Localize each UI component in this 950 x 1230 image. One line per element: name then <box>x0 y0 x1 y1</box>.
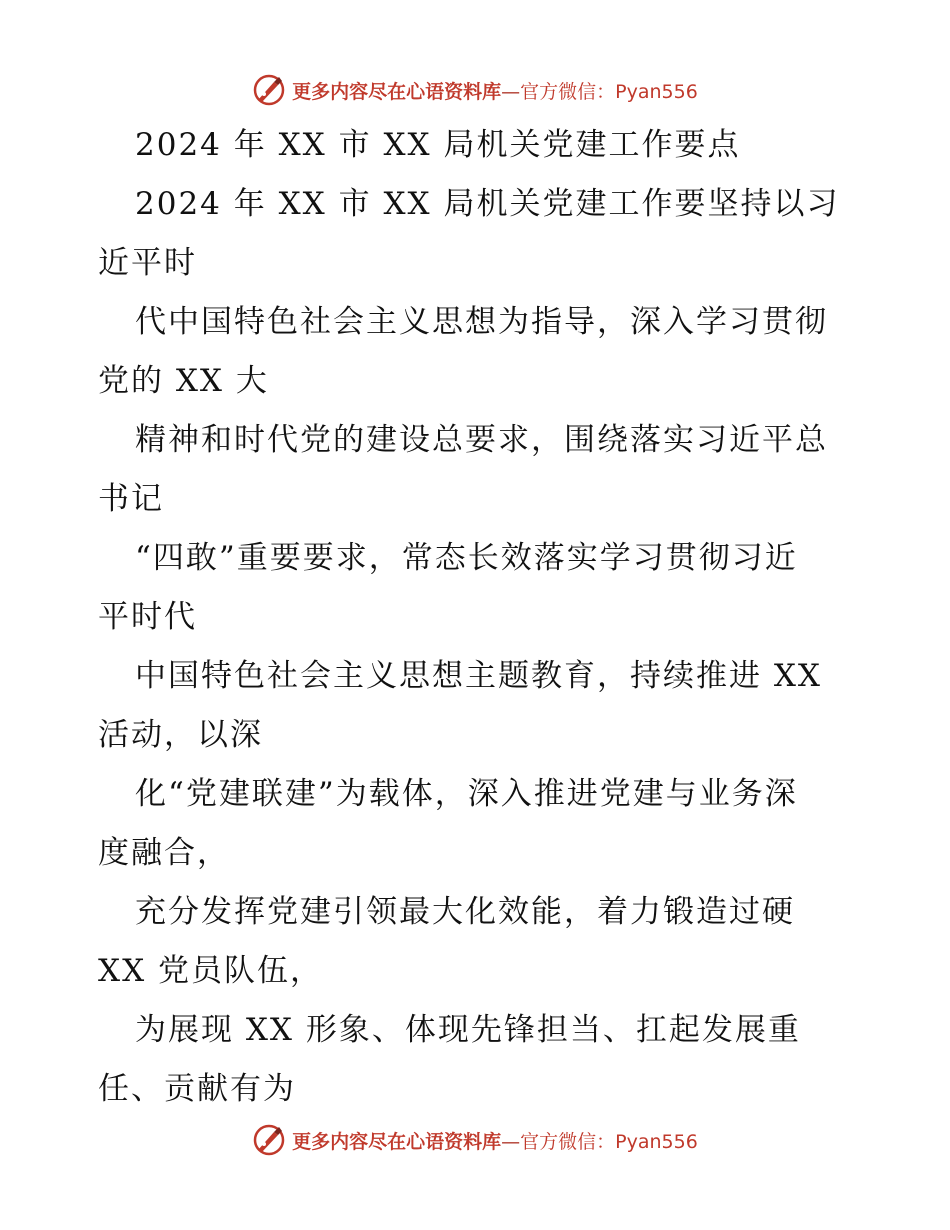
paragraph-line: 为展现 XX 形象、体现先锋担当、扛起发展重 <box>135 1012 801 1048</box>
paragraph-line: 2024 年 XX 市 XX 局机关党建工作要坚持以习 <box>135 186 840 222</box>
paragraph-line: 充分发挥党建引领最大化效能，着力锻造过硬 <box>135 894 795 930</box>
paragraph-line: 平时代 <box>98 599 197 635</box>
paragraph-line: 精神和时代党的建设总要求，围绕落实习近平总 <box>135 422 828 458</box>
watermark-wechat: 官方微信：Pyan556 <box>520 80 698 103</box>
document-title: 2024 年 XX 市 XX 局机关党建工作要点 <box>135 127 741 163</box>
document-body <box>98 116 858 1119</box>
footer-watermark <box>0 1120 950 1160</box>
paragraph-line: 任、贡献有为 <box>98 1071 296 1107</box>
paragraph-line: 近平时 <box>98 245 197 281</box>
watermark-separator: — <box>501 1130 521 1153</box>
paragraph-line: 化“党建联建”为载体，深入推进党建与业务深 <box>135 776 798 812</box>
paragraph-line: 党的 XX 大 <box>98 363 269 399</box>
pen-logo-icon <box>252 73 286 107</box>
pen-logo-icon <box>252 1123 286 1157</box>
watermark-wechat: 官方微信：Pyan556 <box>520 1130 698 1153</box>
paragraph-line: 书记 <box>98 481 164 517</box>
paragraph-line: “四敢”重要要求，常态长效落实学习贯彻习近 <box>135 540 798 576</box>
watermark-brand: 更多内容尽在心语资料库 <box>292 1130 502 1153</box>
paragraph-line: 度融合， <box>98 835 230 871</box>
header-watermark <box>0 70 950 110</box>
paragraph-line: 代中国特色社会主义思想为指导，深入学习贯彻 <box>135 304 828 340</box>
paragraph-line: XX 党员队伍， <box>98 953 323 989</box>
paragraph-line: 中国特色社会主义思想主题教育，持续推进 XX <box>135 658 822 694</box>
paragraph-line: 活动，以深 <box>98 717 263 753</box>
watermark-brand: 更多内容尽在心语资料库 <box>292 80 502 103</box>
watermark-separator: — <box>501 80 521 103</box>
